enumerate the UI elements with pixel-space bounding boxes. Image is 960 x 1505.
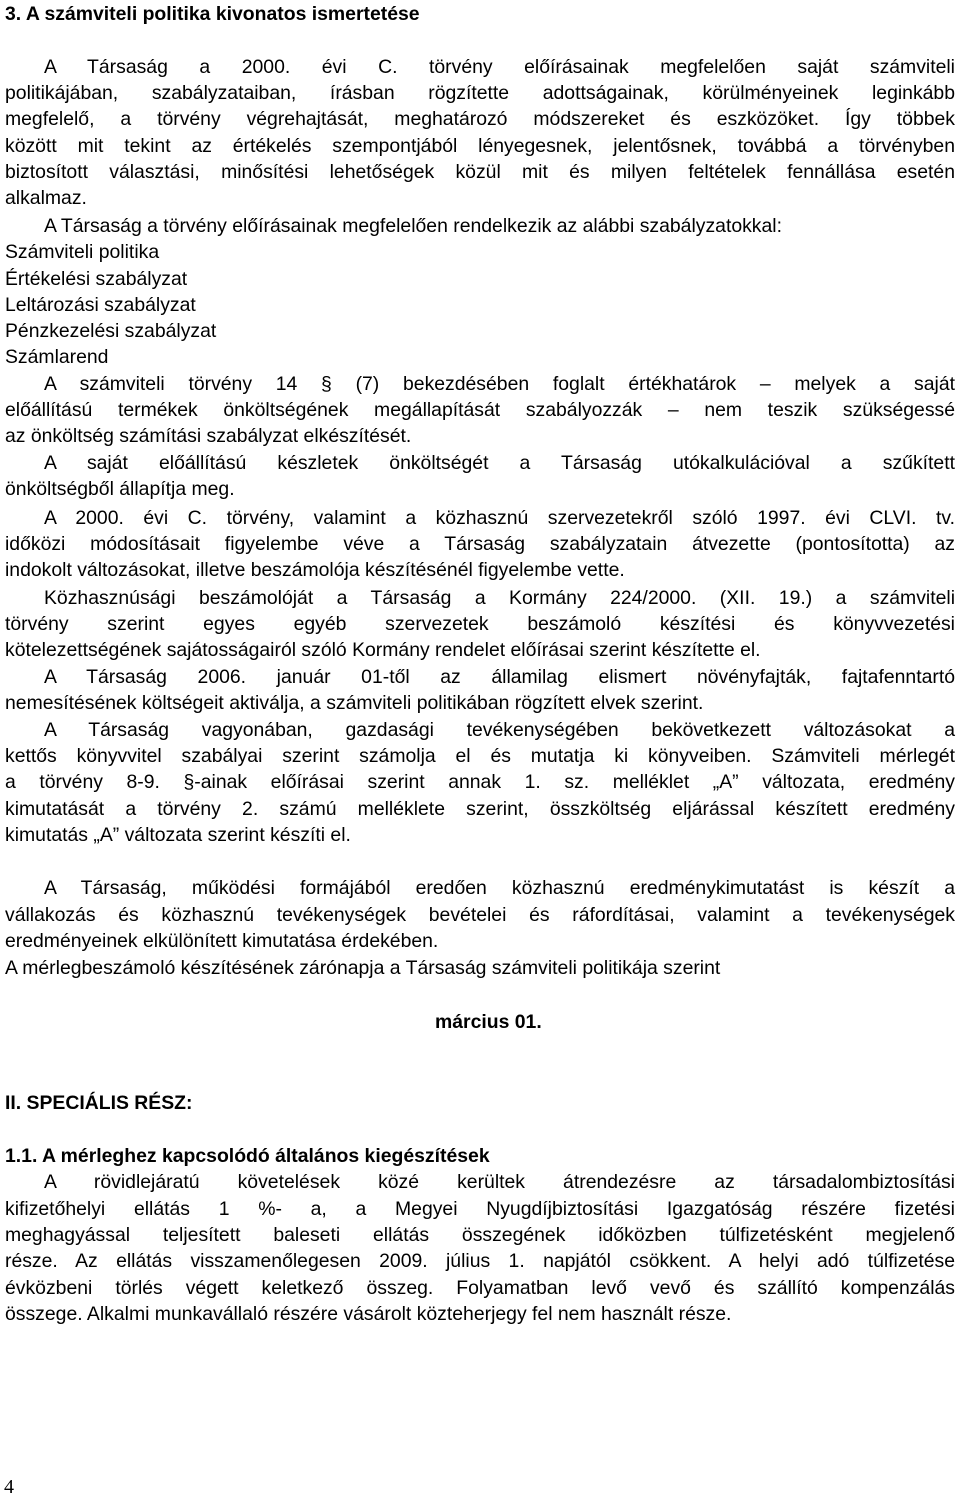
text-line: összege. Alkalmi munkavállaló részére vásárolt közteherjegy fel nem használt része.: [5, 1303, 732, 1325]
text-line: eredményeinek elkülönített kimutatása érdekében.: [5, 930, 439, 952]
text-line: között mit tekint az értékelés szempontjából lényegesnek, jelentősnek, továbbá a törvényben: [5, 135, 955, 157]
text-line: időközi módosításait figyelembe véve a Társaság szabályzatain átvezette (pontosította) az: [5, 533, 955, 555]
text-line: A saját előállítású készletek önköltségét a Társaság utókalkulációval a szűkített: [44, 452, 955, 474]
text-line: alkalmaz.: [5, 187, 87, 209]
text-line: vállakozás és közhasznú tevékenységek bevételei és ráfordításai, valamint a tevékenységek: [5, 904, 955, 926]
section-heading: 3. A számviteli politika kivonatos ismertetése: [5, 3, 420, 25]
text-line: kimutatás „A” változata szerint készíti el.: [5, 824, 351, 846]
text-line: A számviteli törvény 14 § (7) bekezdésében foglalt értékhatárok – melyek a saját: [44, 373, 955, 395]
text-line: meghagyással teljesített baleseti ellátás összegének időközben túlfizetésként megjelenő: [5, 1224, 955, 1246]
text-line: kötelezettségének sajátosságairól szóló Kormány rendelet előírásai szerint készítette el.: [5, 639, 761, 661]
subsection-heading: 1.1. A mérleghez kapcsolódó általános kiegészítések: [5, 1145, 490, 1167]
text-line: része. Az ellátás visszamenőlegesen 2009. július 1. napjától csökkent. A helyi adó túlfizetése: [5, 1250, 955, 1272]
list-item: Számviteli politika: [5, 241, 160, 263]
text-line: A Társaság, működési formájából eredően közhasznú eredménykimutatást is készít a: [44, 877, 955, 899]
page-number: 4: [4, 1476, 14, 1498]
list-item: Számlarend: [5, 346, 109, 368]
text-line: előállítású termékek önköltségének megállapítását szabályozzák – nem teszik szükségessé: [5, 399, 955, 421]
text-line: A Társaság a 2000. évi C. törvény előírásainak megfelelően saját számviteli: [44, 56, 955, 78]
text-line: az önköltség számítási szabályzat elkészítését.: [5, 425, 412, 447]
text-line: A rövidlejáratú követelések közé kerültek átrendezésre az társadalombiztosítási: [44, 1171, 955, 1193]
text-line: A mérlegbeszámoló készítésének zárónapja a Társaság számviteli politikája szerint: [5, 957, 721, 979]
text-line: indokolt változásokat, illetve beszámolója készítésénél figyelembe vette.: [5, 559, 625, 581]
text-line: kettős könyvvitel szabályai szerint számolja el és mutatja ki könyveiben. Számviteli mérlegét: [5, 745, 955, 767]
list-item: Pénzkezelési szabályzat: [5, 320, 217, 342]
part-heading: II. SPECIÁLIS RÉSZ:: [5, 1092, 193, 1114]
text-line: évközbeni törlés végett keletkező összeg. Folyamatban levő vevő és szállító kompenzálás: [5, 1277, 955, 1299]
text-line: A Társaság 2006. január 01-től az államilag elismert növényfajták, fajtafenntartó: [44, 666, 955, 688]
list-item: Leltározási szabályzat: [5, 294, 196, 316]
text-line: kimutatását a törvény 2. számú melléklete szerint, összköltség eljárással készített eredmény: [5, 798, 955, 820]
text-line: A 2000. évi C. törvény, valamint a közhasznú szervezetekről szóló 1997. évi CLVI. tv.: [44, 507, 955, 529]
text-line: A Társaság vagyonában, gazdasági tevékenységében bekövetkezett változásokat a: [44, 719, 955, 741]
list-item: Értékelési szabályzat: [5, 268, 188, 290]
text-line: a törvény 8-9. §-ainak előírásai szerint annak 1. sz. melléklet „A” változata, eredmény: [5, 771, 955, 793]
text-line: politikájában, szabályzataiban, írásban rögzítette adottságainak, körülményeinek leginkább: [5, 82, 955, 104]
closing-date: március 01.: [435, 1011, 542, 1033]
text-line: biztosított választási, minősítési lehetőségek közül mit és milyen feltételek fennállása esetén: [5, 161, 955, 183]
text-line: nemesítésének költségeit aktiválja, a számviteli politikában rögzített elvek szerint.: [5, 692, 704, 714]
text-line: A Társaság a törvény előírásainak megfelelően rendelkezik az alábbi szabályzatokkal:: [44, 215, 782, 237]
text-line: Közhasznúsági beszámolóját a Társaság a Kormány 224/2000. (XII. 19.) a számviteli: [44, 587, 955, 609]
text-line: törvény szerint egyes egyéb szervezetek beszámoló készítési és könyvvezetési: [5, 613, 955, 635]
text-line: megfelelő, a törvény végrehajtását, meghatározó módszereket és eszközöket. Így többek: [5, 108, 955, 130]
text-line: kifizetőhelyi ellátás 1 %- a, a Megyei Nyugdíjbiztosítási Igazgatóság részére fizetési: [5, 1198, 955, 1220]
text-line: önköltségből állapítja meg.: [5, 478, 235, 500]
